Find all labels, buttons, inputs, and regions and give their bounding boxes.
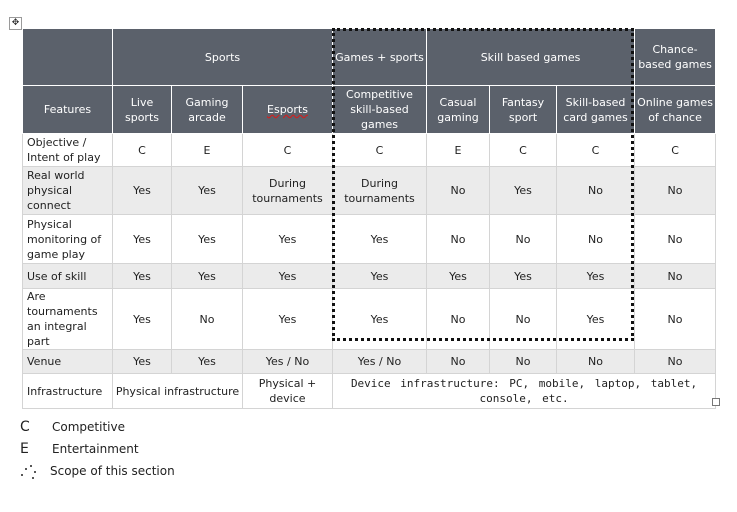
column-header-live-sports: Live sports [113, 86, 172, 134]
row-label: Physical monitoring of game play [23, 215, 113, 264]
legend-text-competitive: Competitive [52, 420, 125, 434]
table-cell: No [427, 350, 490, 374]
table-cell: Yes [333, 215, 427, 264]
table-cell: C [333, 134, 427, 167]
table-cell: No [427, 215, 490, 264]
infrastructure-physical-device-cell: Physical + device [243, 374, 333, 409]
row-label: Real world physical connect [23, 167, 113, 215]
column-header-gaming-arcade: Gaming arcade [172, 86, 243, 134]
column-header-online-chance: Online games of chance [635, 86, 716, 134]
table-cell: Yes [557, 264, 635, 289]
table-cell: C [243, 134, 333, 167]
table-cell: Yes [113, 350, 172, 374]
legend-text-entertainment: Entertainment [52, 442, 139, 456]
column-header-casual-gaming: Casual gaming [427, 86, 490, 134]
group-header-chance-based: Chance-based games [635, 29, 716, 86]
table-cell: No [635, 350, 716, 374]
legend-text-scope: Scope of this section [50, 464, 175, 478]
table-cell: No [490, 215, 557, 264]
legend-item-entertainment [18, 438, 175, 460]
table-cell: No [557, 215, 635, 264]
comparison-table [22, 28, 716, 409]
table-cell: Yes [113, 264, 172, 289]
table-cell: Yes [113, 289, 172, 350]
infrastructure-device-cell: Device infrastructure: PC, mobile, laptop, tablet, console, etc. [333, 374, 716, 409]
table-cell: C [635, 134, 716, 167]
legend-item-competitive [18, 416, 175, 438]
legend-item-scope [18, 460, 175, 482]
table-row [23, 289, 716, 350]
table-move-handle-icon[interactable]: ✥ [9, 17, 22, 30]
column-header-fantasy-sport: Fantasy sport [490, 86, 557, 134]
table-cell: Yes / No [333, 350, 427, 374]
legend-key-c: C [20, 419, 30, 435]
table-cell: Yes [490, 264, 557, 289]
column-header-esports [243, 86, 333, 134]
table-cell: No [557, 167, 635, 215]
row-label: Objective / Intent of play [23, 134, 113, 167]
table-cell: No [490, 350, 557, 374]
row-label: Venue [23, 350, 113, 374]
group-header-sports: Sports [113, 29, 333, 86]
row-label: Are tournaments an integral part [23, 289, 113, 350]
table-cell: Yes [243, 289, 333, 350]
header-blank-cell [23, 29, 113, 86]
column-header-features: Features [23, 86, 113, 134]
table-cell: Yes [113, 215, 172, 264]
table-cell: Yes [333, 289, 427, 350]
table-row [23, 167, 716, 215]
table-row [23, 350, 716, 374]
table-cell: Yes [557, 289, 635, 350]
table-cell: Yes [490, 167, 557, 215]
table-row [23, 215, 716, 264]
row-label: Infrastructure [23, 374, 113, 409]
table-cell: Yes [243, 215, 333, 264]
table-cell: No [427, 289, 490, 350]
table-cell: No [635, 289, 716, 350]
table-cell: Yes / No [243, 350, 333, 374]
table-cell: During tournaments [333, 167, 427, 215]
table-cell: Yes [427, 264, 490, 289]
group-header-games-sports: Games + sports [333, 29, 427, 86]
table-row [23, 264, 716, 289]
row-label: Use of skill [23, 264, 113, 289]
table-cell: No [557, 350, 635, 374]
table-cell: Yes [172, 167, 243, 215]
column-header-competitive-skill: Competitive skill-based games [333, 86, 427, 134]
table-cell: E [427, 134, 490, 167]
column-header-skill-card: Skill-based card games [557, 86, 635, 134]
table-cell: No [635, 167, 716, 215]
table-cell: No [427, 167, 490, 215]
table-resize-handle-icon[interactable] [712, 398, 720, 406]
table-cell: Yes [333, 264, 427, 289]
table-cell: Yes [172, 215, 243, 264]
table-cell: No [635, 215, 716, 264]
group-header-skill-based: Skill based games [427, 29, 635, 86]
legend-key-e: E [20, 441, 29, 457]
table-cell: No [635, 264, 716, 289]
table-cell: E [172, 134, 243, 167]
table-cell: Yes [243, 264, 333, 289]
table-cell: No [172, 289, 243, 350]
table-cell: Yes [172, 264, 243, 289]
infrastructure-physical-cell: Physical infrastructure [113, 374, 243, 409]
table-cell: No [490, 289, 557, 350]
table-cell: Yes [113, 167, 172, 215]
table-cell: Yes [172, 350, 243, 374]
dotted-scope-icon [18, 462, 50, 480]
table-cell: During tournaments [243, 167, 333, 215]
table-cell: C [113, 134, 172, 167]
esports-spellcheck-label: Esports [267, 103, 308, 116]
table-cell: C [557, 134, 635, 167]
legend [18, 416, 175, 482]
table-row [23, 134, 716, 167]
table-row-infrastructure [23, 374, 716, 409]
table-cell: C [490, 134, 557, 167]
